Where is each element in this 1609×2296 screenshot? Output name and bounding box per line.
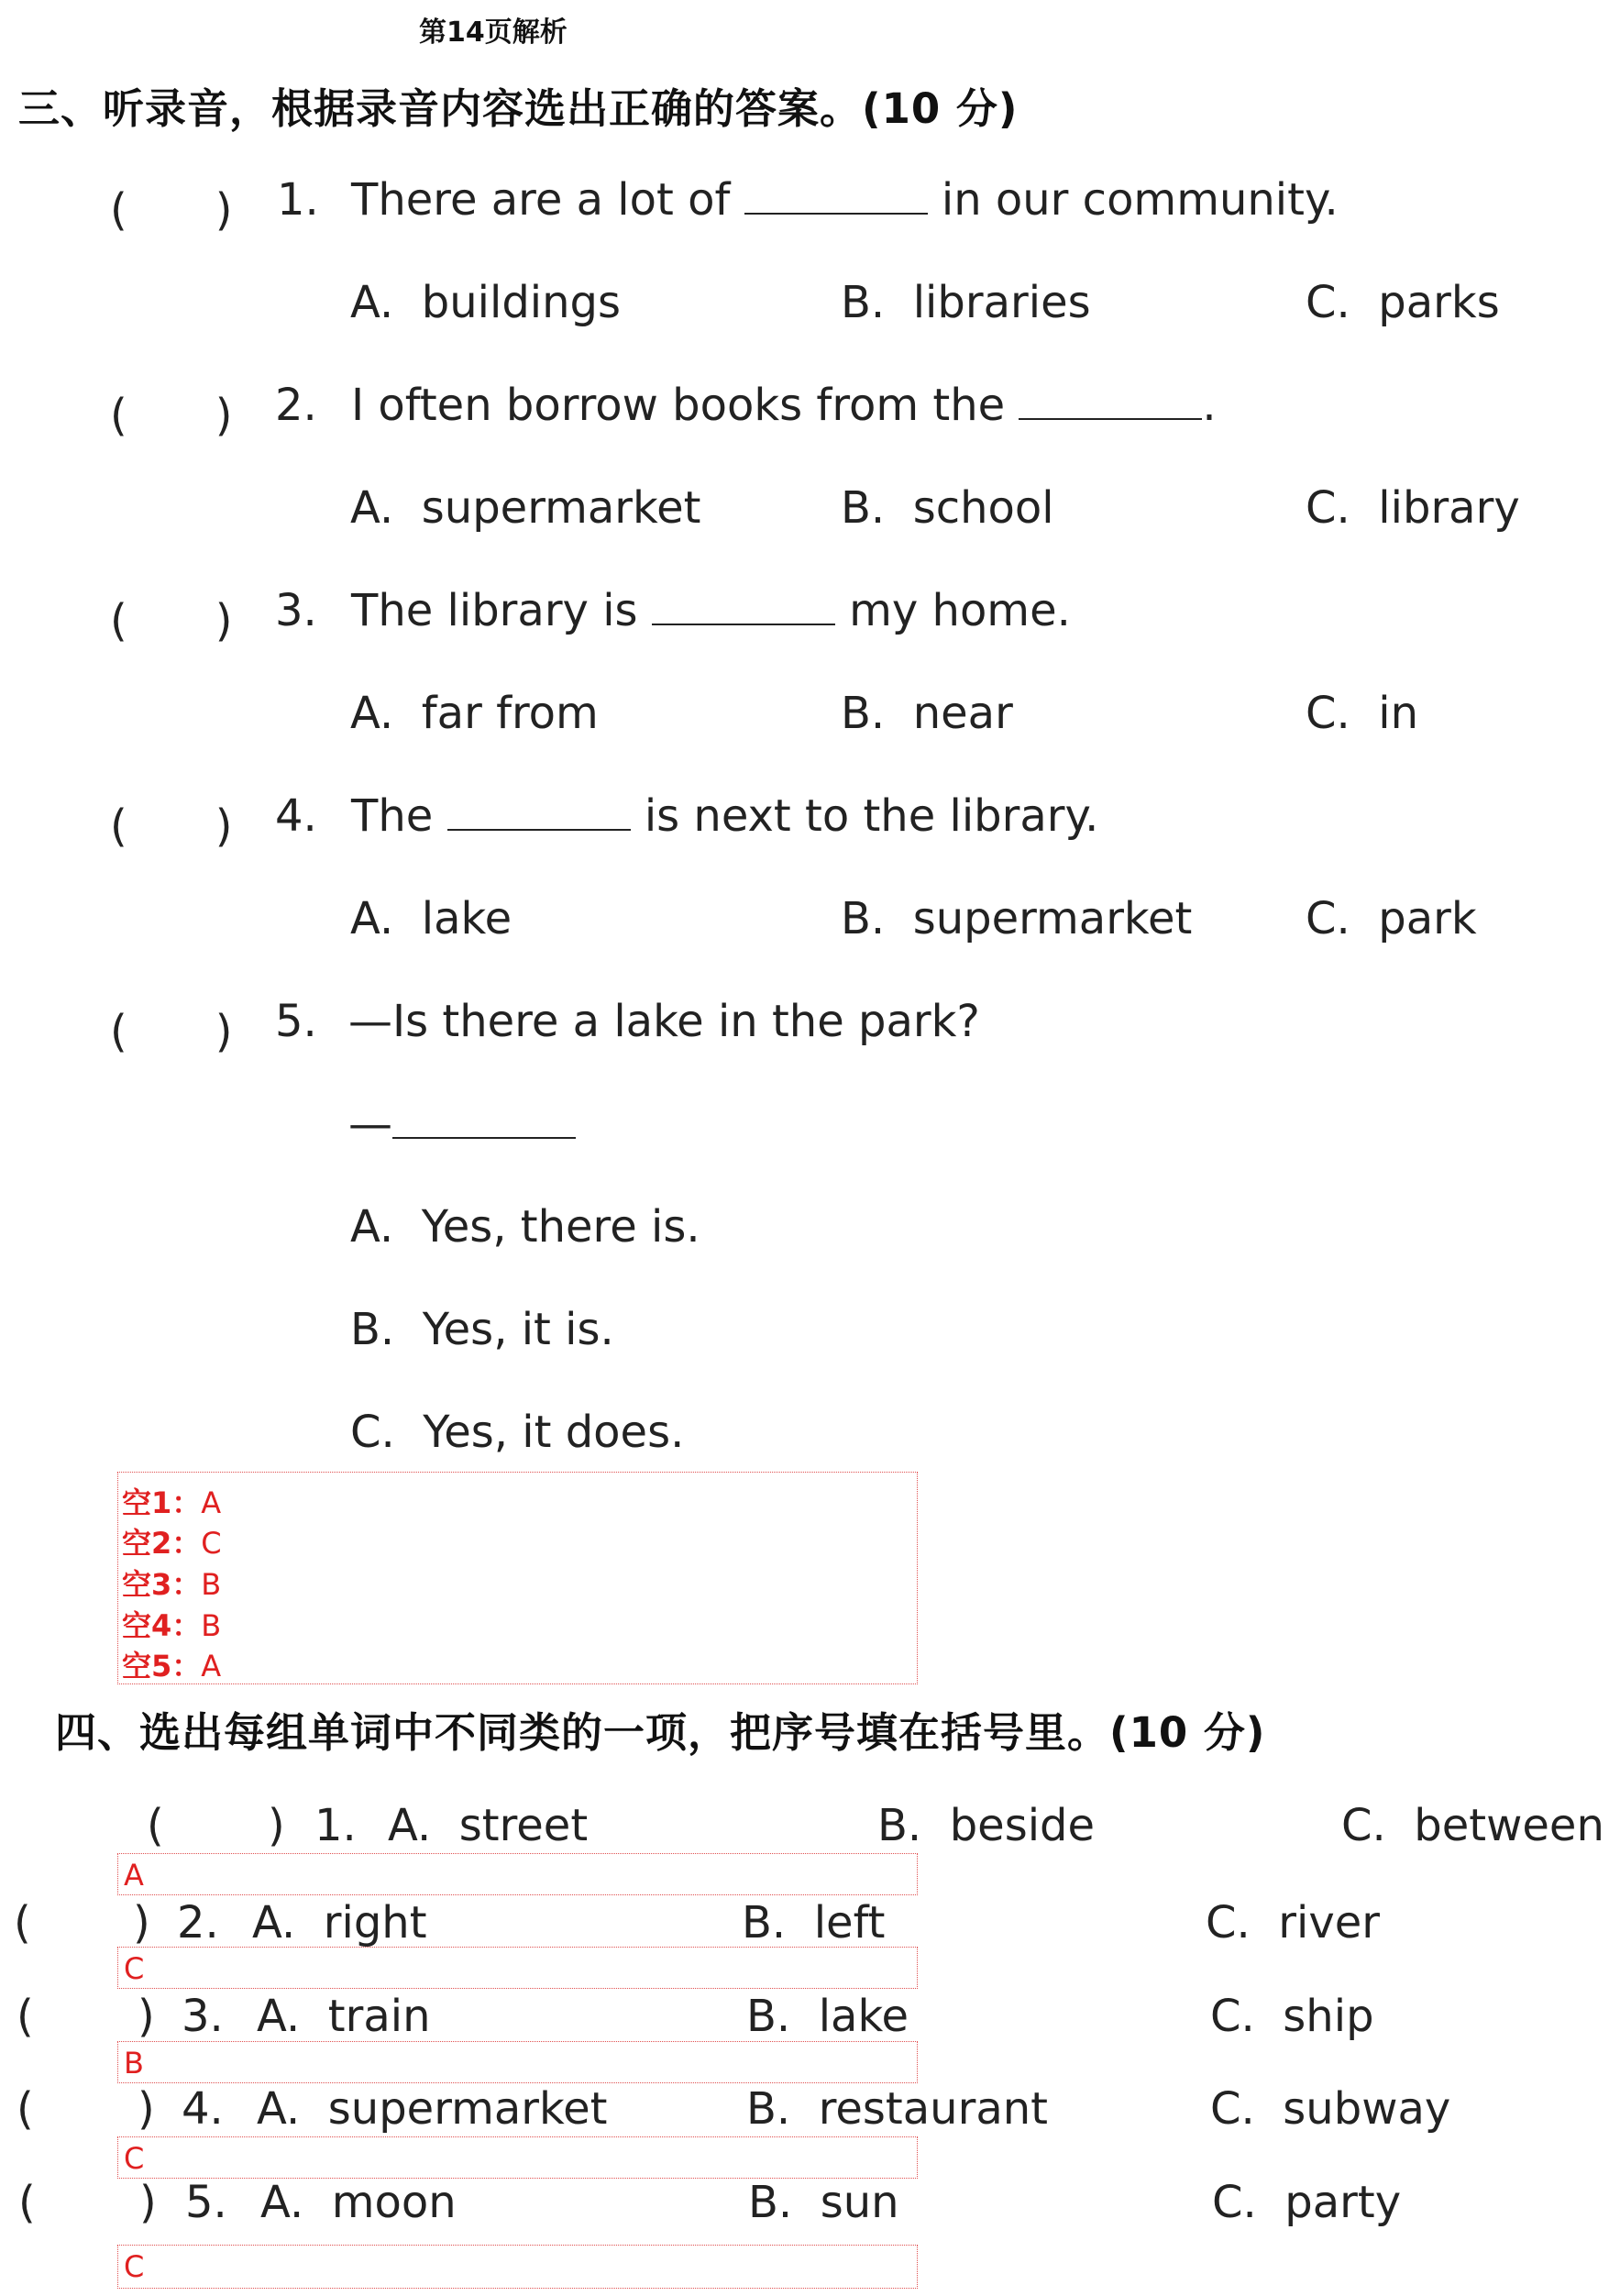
question-number: 3. [275, 585, 317, 636]
fill-blank [744, 207, 928, 215]
question-number: 5. [275, 996, 317, 1047]
option-c: C. between [1341, 1800, 1604, 1851]
option-b: B. restaurant [746, 2083, 1048, 2135]
page-label: 第14页解析 [419, 17, 568, 49]
option-c: C. park [1306, 893, 1477, 944]
question-stem [351, 174, 1339, 226]
answer-paren-left[interactable]: ( [17, 2083, 34, 2135]
reply-dash: — [348, 1098, 392, 1150]
option-b: B. Yes, it is. [350, 1304, 614, 1355]
answer-value: A [124, 1858, 144, 1893]
fill-blank [447, 823, 631, 831]
option-a: A. street [388, 1800, 589, 1851]
answer-paren-right[interactable]: ) [138, 1991, 155, 2042]
answer-paren[interactable]: ( ) [110, 595, 233, 646]
item-number: 5. [185, 2177, 227, 2228]
option-b: B. beside [877, 1800, 1096, 1851]
answer-paren-left[interactable]: ( [14, 1897, 31, 1948]
option-c: C. river [1206, 1897, 1381, 1948]
item-number: 2. [177, 1897, 219, 1948]
option-a: A. lake [350, 893, 512, 944]
answer-paren-left[interactable]: ( [147, 1800, 164, 1851]
option-b: B. libraries [841, 277, 1091, 328]
answer-box [117, 2136, 918, 2179]
answer-paren[interactable]: ( ) [110, 800, 233, 852]
stem-after: is next to the library. [644, 790, 1099, 842]
question-number: 4. [275, 790, 317, 842]
answer-box [117, 1853, 918, 1895]
answer-box [117, 2041, 918, 2083]
question-stem [351, 380, 1217, 431]
stem-before: The library is [351, 585, 638, 636]
option-b: B. school [841, 482, 1054, 534]
answer-box [117, 2245, 918, 2289]
section4-heading: 四、选出每组单词中不同类的一项，把序号填在括号里。(10 分) [55, 1708, 1266, 1757]
answer-paren-right[interactable]: ) [138, 2083, 155, 2135]
stem-after: . [1202, 380, 1217, 431]
option-b: B. supermarket [841, 893, 1193, 944]
stem-after: my home. [849, 585, 1071, 636]
question-number: 1. [277, 174, 319, 226]
fill-blank [392, 1131, 576, 1139]
item-number: 3. [182, 1991, 224, 2042]
option-a: A. supermarket [257, 2083, 608, 2135]
option-a: A. far from [350, 688, 599, 739]
stem-before: I often borrow books from the [351, 380, 1006, 431]
answer-paren[interactable]: ( ) [110, 184, 233, 236]
item-number: 4. [182, 2083, 224, 2135]
reply-line [348, 1098, 576, 1150]
option-a: A. train [257, 1991, 431, 2042]
option-c: C. library [1306, 482, 1520, 534]
question-stem [351, 585, 1071, 636]
question-stem [351, 790, 1098, 842]
answer-paren-right[interactable]: ) [139, 2177, 157, 2228]
item-number: 1. [314, 1800, 357, 1851]
answer-paren-left[interactable]: ( [17, 1991, 34, 2042]
option-c: C. subway [1210, 2083, 1451, 2135]
option-c: C. ship [1210, 1991, 1374, 2042]
answer-value: C [124, 2249, 145, 2284]
answer-line-2: 空2：C [122, 1526, 222, 1561]
answer-value: C [124, 2141, 145, 2176]
option-b: B. sun [748, 2177, 899, 2228]
answer-paren[interactable]: ( ) [110, 1006, 233, 1057]
option-c: C. Yes, it does. [350, 1407, 685, 1458]
option-c: C. parks [1306, 277, 1500, 328]
option-b: B. lake [746, 1991, 909, 2042]
answer-paren-right[interactable]: ) [268, 1800, 285, 1851]
option-a: A. moon [260, 2177, 457, 2228]
option-a: A. supermarket [350, 482, 701, 534]
stem-before: The [351, 790, 434, 842]
section3-heading: 三、听录音，根据录音内容选出正确的答案。(10 分) [18, 84, 1019, 133]
answer-paren-left[interactable]: ( [18, 2177, 36, 2228]
answer-key-box [117, 1472, 918, 1684]
fill-blank [652, 618, 835, 625]
option-a: A. Yes, there is. [350, 1201, 700, 1253]
answer-box [117, 1947, 918, 1989]
option-c: C. in [1306, 688, 1419, 739]
fill-blank [1019, 413, 1202, 420]
answer-line-3: 空3：B [122, 1567, 222, 1602]
option-c: C. party [1212, 2177, 1402, 2228]
answer-paren[interactable]: ( ) [110, 390, 233, 441]
option-b: B. near [841, 688, 1013, 739]
answer-line-5: 空5：A [122, 1649, 222, 1683]
answer-line-1: 空1：A [122, 1485, 222, 1520]
question-number: 2. [275, 380, 317, 431]
question-stem: —Is there a lake in the park? [348, 996, 980, 1047]
answer-value: C [124, 1951, 145, 1986]
answer-value: B [124, 2046, 144, 2081]
option-a: A. right [252, 1897, 427, 1948]
answer-paren-right[interactable]: ) [133, 1897, 150, 1948]
option-b: B. left [742, 1897, 886, 1948]
stem-before: There are a lot of [351, 174, 731, 226]
answer-line-4: 空4：B [122, 1608, 222, 1643]
stem-after: in our community. [941, 174, 1339, 226]
option-a: A. buildings [350, 277, 622, 328]
